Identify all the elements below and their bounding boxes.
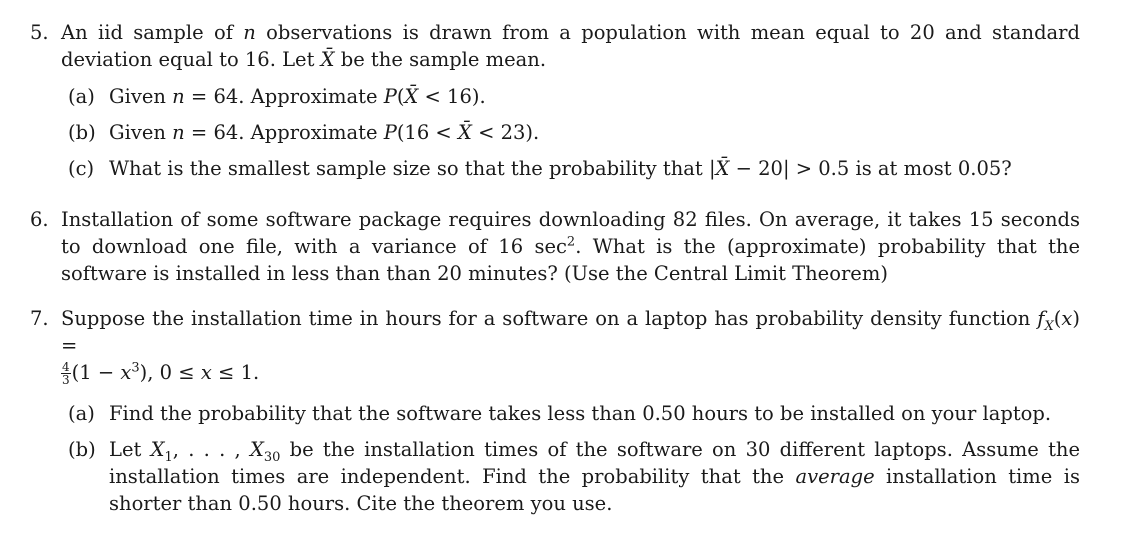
subparts	[68, 83, 1080, 182]
subpart-b: (b) Given n = 64. Approximate P(16 < X̄ < 23).	[68, 121, 540, 144]
subpart-label: (c)	[68, 157, 95, 180]
subpart-label: (b)	[68, 438, 96, 462]
problem-number: 7.	[30, 307, 49, 330]
subpart-label: (b)	[68, 121, 96, 144]
problem-number: 6.	[30, 208, 49, 231]
subpart-c: (c) What is the smallest sample size so that the probability that |X̄ − 20| > 0.5 is at most 0.05?	[68, 157, 1012, 180]
subpart-label: (a)	[68, 402, 95, 426]
subpart-a: (a) Find the probability that the software takes less than 0.50 hours to be installed on your laptop.	[68, 402, 1052, 426]
fraction: $\frac{4}{3}$	[62, 360, 70, 388]
subpart-b: (b) Let $X_1$, . . . , $X_{30}$ be the installation times of the software on 30 different laptops. Assume the installation times are independent. Find the probability that the average installation time is shorter than 0.50 hours. Cite the theorem you use.	[68, 438, 1080, 516]
problem-statement: Installation of some software package requires downloading 82 files. On average, it takes 15 seconds to download one file, with a variance of 16 $\sec^2$. What is the (approximate) probability that the software is installed in less than than 20 minutes? (Use the Central Limit Theorem)	[61, 208, 1080, 285]
subpart-label: (a)	[68, 85, 95, 108]
problem-5	[30, 19, 1080, 191]
problem-statement: Suppose the installation time in hours for a software on a laptop has probability density function $f_X(x)$ = $\frac{4}{3}$ $(1 - x^3)$, 0 ≤ x ≤ 1.	[61, 307, 1080, 388]
subpart-a: (a) Given n = 64. Approximate P(X̄ < 16).	[68, 85, 486, 108]
problem-7	[30, 305, 1080, 526]
subparts	[68, 400, 1080, 517]
problem-number: 5.	[30, 21, 49, 44]
problem-statement: An iid sample of n observations is drawn from a population with mean equal to 20 and standard deviation equal to 16. Let X̄ be the sample mean.	[61, 21, 1080, 71]
problem-6	[30, 206, 1080, 287]
